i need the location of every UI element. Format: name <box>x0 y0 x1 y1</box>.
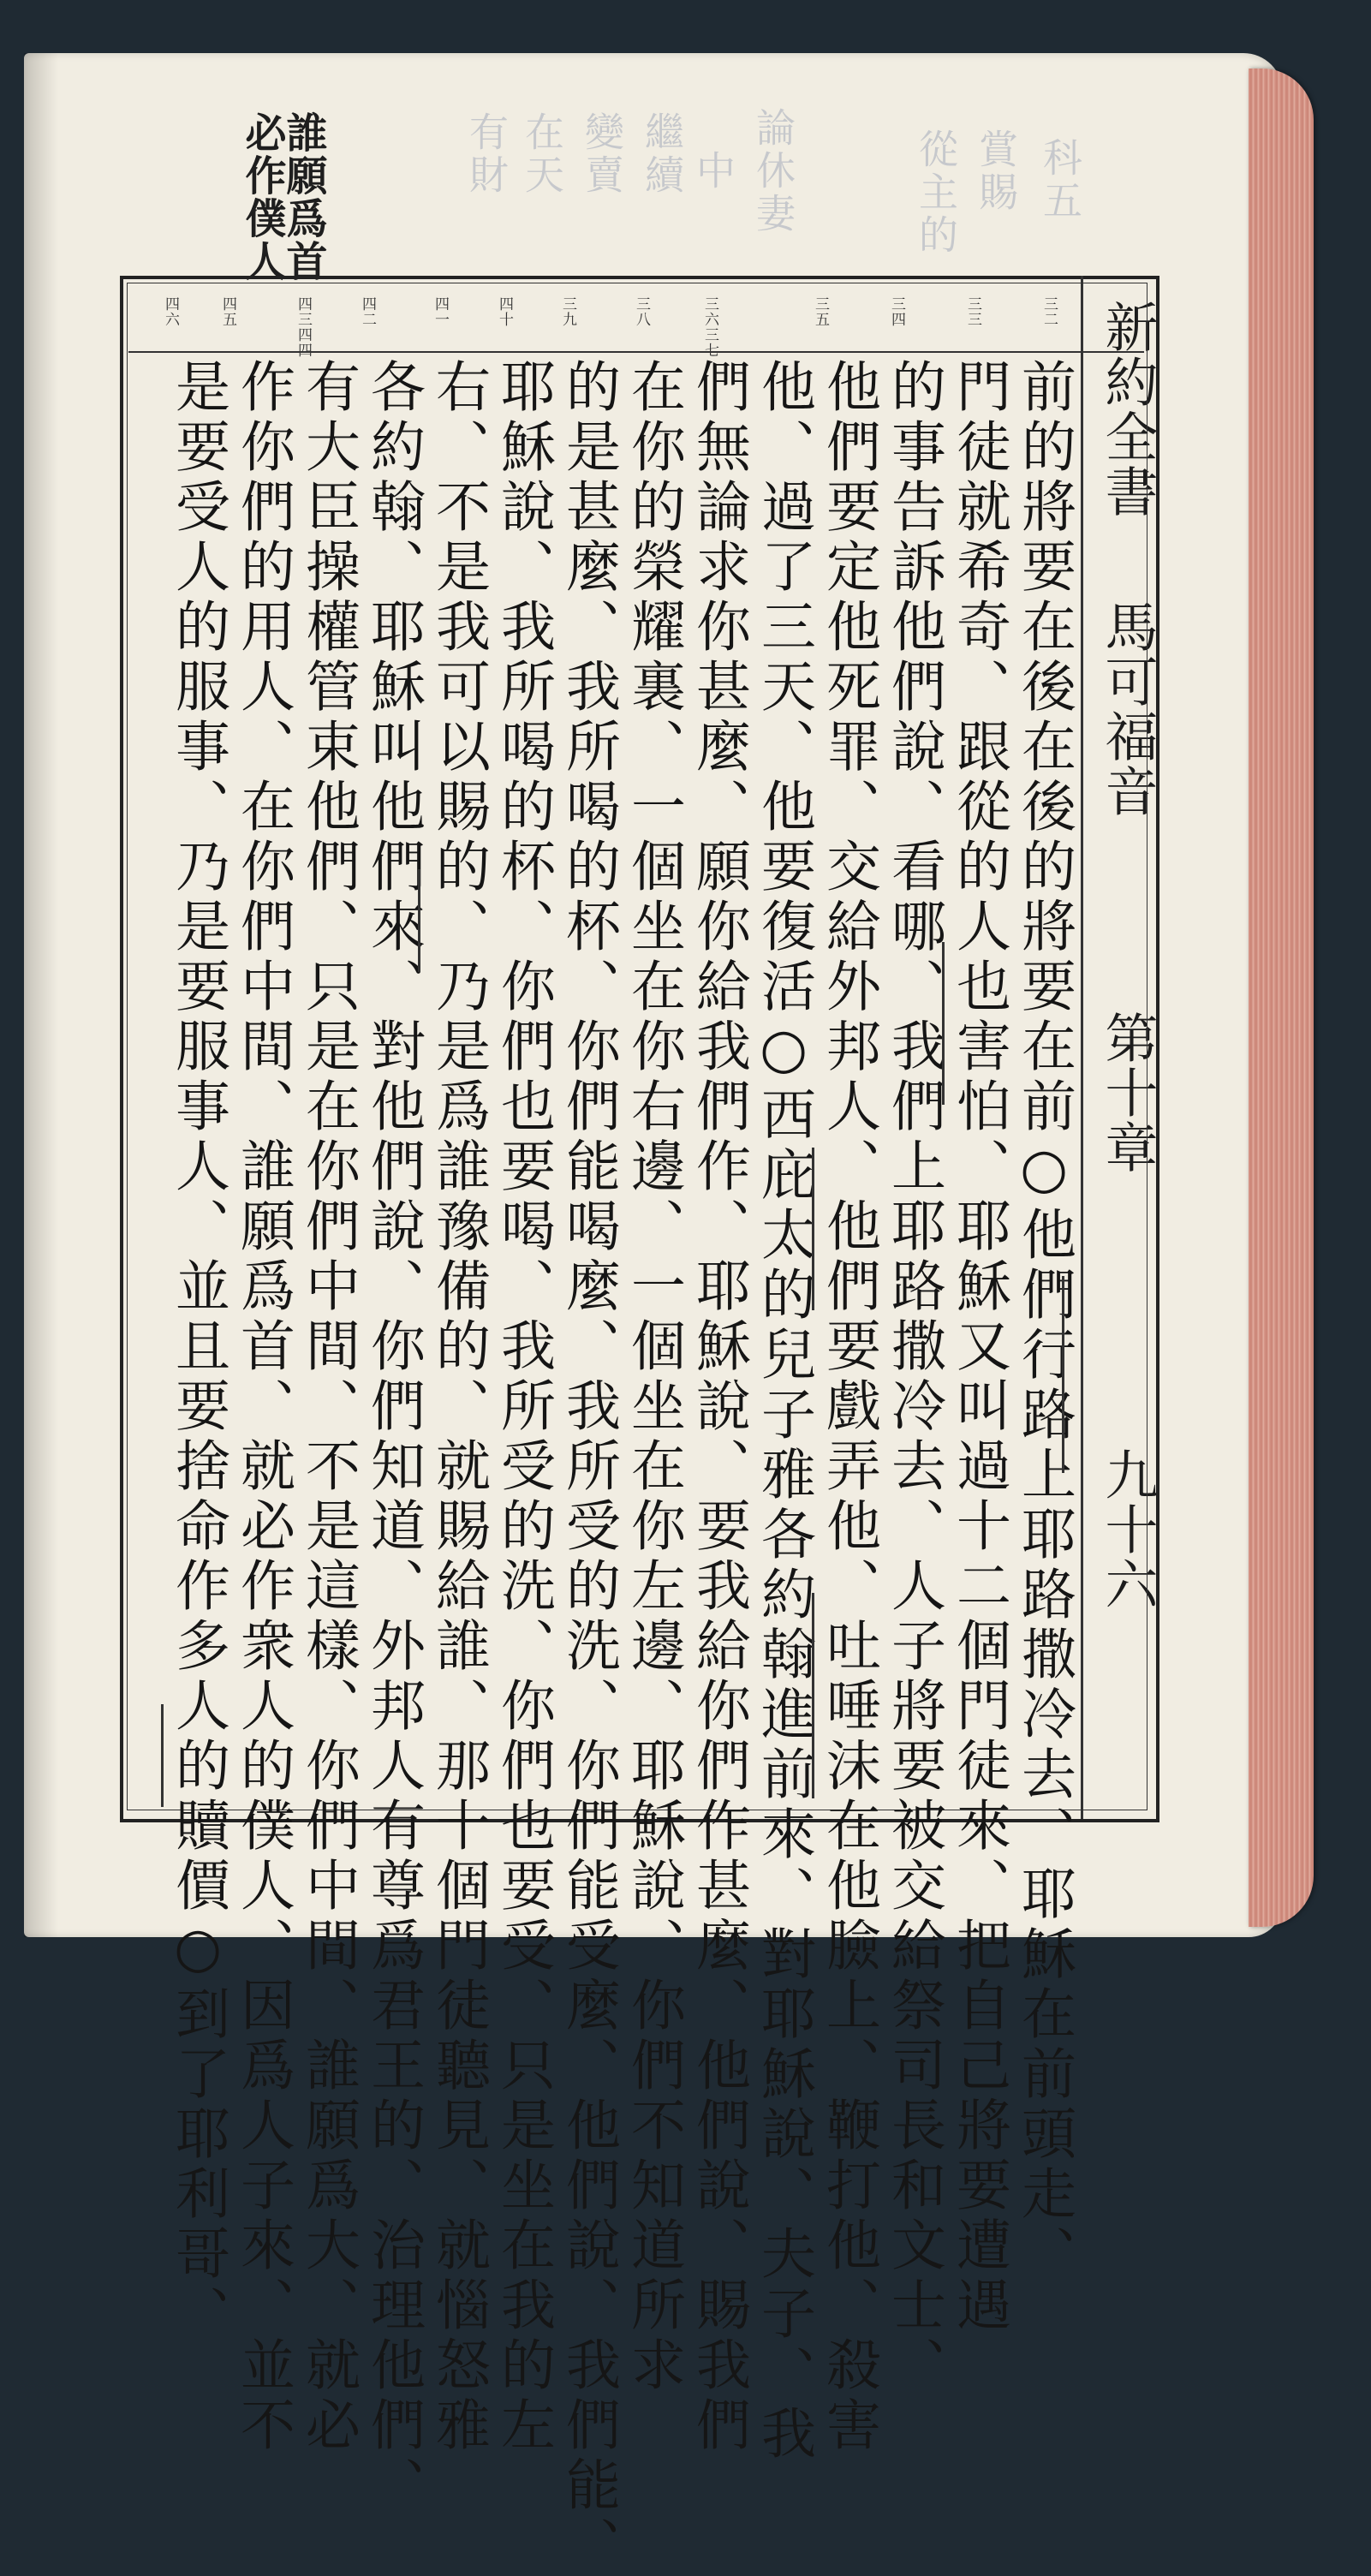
running-head-rule <box>1081 276 1083 1819</box>
name-rule <box>812 1148 814 1310</box>
text-column-5: 他、過了三天、他要復活○西庇太的兒子雅各約翰進前來、對耶穌說、夫子、我 <box>752 358 815 2465</box>
verse-number: 四十 <box>496 296 513 327</box>
bleed-through-text: 賞賜 <box>973 128 1019 214</box>
name-rule <box>418 869 420 972</box>
text-column-2: 門徒就希奇、跟從的人也害怕、耶穌又叫過十二個門徒來、把自己將要遭遇 <box>947 358 1010 2336</box>
text-column-13: 作你們的用人、在你們中間、誰願爲首、就必作衆人的僕人、因爲人子來、並不 <box>231 358 295 2456</box>
text-column-12: 有大臣操權管束他們、只是在你們中間、不是這樣、你們中間、誰願爲大、就必 <box>296 358 360 2456</box>
bleed-through-text: 科五 <box>1037 137 1083 223</box>
text-column-7: 在你的榮耀裏、一個坐在你右邊、一個坐在你左邊、耶穌說、你們不知道所求 <box>622 358 685 2396</box>
gospel-title: 馬可福音 <box>1096 599 1159 819</box>
text-column-4: 他們要定他死罪、交給外邦人、他們要戲弄他、吐唾沫在他臉上、鞭打他、殺害 <box>817 358 880 2456</box>
text-column-11: 各約翰、耶穌叫他們來、對他們說、你們知道、外邦人有尊爲君王的、治理他們、 <box>361 358 425 2516</box>
verse-number: 三二 <box>1040 296 1058 327</box>
bleed-through-text: 繼續 <box>639 111 685 197</box>
verse-number: 三八 <box>633 296 650 327</box>
bleed-through-text: 中 <box>690 150 736 193</box>
page-gutter-shadow <box>24 53 58 1937</box>
verse-number: 四六 <box>162 296 179 327</box>
text-column-10: 右、不是我可以賜的、乃是爲誰豫備的、就賜給誰、那十個門徒聽見、就惱怒雅 <box>426 358 490 2456</box>
verse-number-rule <box>128 351 1144 353</box>
page-number: 九十六 <box>1096 1447 1159 1612</box>
name-rule <box>942 942 945 1105</box>
margin-note: 必作僕人 <box>238 111 286 283</box>
page-fore-edge <box>1249 69 1314 1927</box>
verse-number: 三五 <box>812 296 829 327</box>
book-title: 新約全書 <box>1096 300 1159 519</box>
name-rule <box>1062 1276 1064 1473</box>
verse-number: 三四 <box>888 296 905 327</box>
name-rule <box>812 1593 814 1798</box>
verse-number: 三三 <box>964 296 981 327</box>
bleed-through-text: 在天 <box>519 111 565 197</box>
verse-number: 三九 <box>559 296 576 327</box>
verse-number: 四五 <box>219 296 236 327</box>
text-column-9: 耶穌說、我所喝的杯、你們也要喝、我所受的洗、你們也要受、只是坐在我的左 <box>492 358 555 2456</box>
verse-number: 四三四四 <box>295 296 312 358</box>
margin-note: 誰願爲首 <box>279 111 327 283</box>
text-column-3: 的事告訴他們說、看哪、我們上耶路撒冷去、人子將要被交給祭司長和文士、 <box>882 358 945 2396</box>
bleed-through-text: 從主的 <box>913 128 959 257</box>
name-rule <box>161 1704 164 1807</box>
chapter-title: 第十章 <box>1096 1011 1159 1175</box>
bleed-through-text: 有財 <box>463 111 510 197</box>
verse-number: 四二 <box>359 296 376 327</box>
verse-number: 四一 <box>432 296 449 327</box>
text-column-6: 們無論求你甚麼、願你給我們作、耶穌說、要我給你們作甚麼、他們說、賜我們 <box>687 358 750 2456</box>
bleed-through-text: 論休妻 <box>750 107 796 236</box>
bleed-through-text: 變賣 <box>579 111 625 197</box>
verse-number: 三六三七 <box>701 296 718 358</box>
text-column-14: 是要受人的服事、乃是要服事人、並且要捨命作多人的贖價○到了耶利哥、 <box>166 358 229 2345</box>
text-column-8: 的是甚麼、我所喝的杯、你們能喝麼、我所受的洗、你們能受麼、他們說、我們能、 <box>557 358 620 2576</box>
text-column-1: 前的將要在後在後的將要在前○他們行路上耶路撒冷去、耶穌在前頭走、 <box>1012 358 1076 2285</box>
